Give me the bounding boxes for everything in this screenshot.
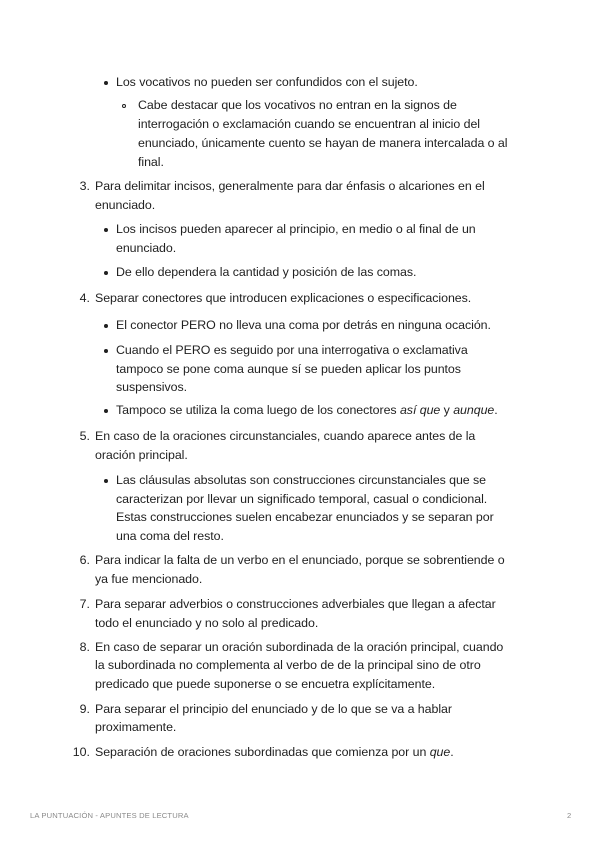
bullet-text: una coma del resto. xyxy=(116,529,224,543)
bullet-marker xyxy=(104,271,108,275)
bullet-marker xyxy=(104,228,108,232)
list-item-text: En caso de la oraciones circunstanciales, cuando aparece antes de la xyxy=(95,429,476,443)
list-item-text: Separar conectores que introducen explicaciones o especificaciones. xyxy=(95,291,472,305)
bullet-text-part: y xyxy=(440,403,454,417)
sub-bullet-text: interrogación o exclamación cuando se encuentran al inicio del xyxy=(138,117,480,131)
list-item-text-part: . xyxy=(450,745,454,759)
list-item-text-part: Separación de oraciones subordinadas que comienza por un xyxy=(95,745,430,759)
bullet-marker xyxy=(104,409,108,413)
sub-bullet-text: Cabe destacar que los vocativos no entran en la signos de xyxy=(138,98,457,112)
bullet-text: tampoco se pone coma aunque sí se pueden aplicar los puntos xyxy=(116,362,461,376)
bullet-text: El conector PERO no lleva una coma por detrás en ninguna ocación. xyxy=(116,318,491,332)
bullet-text: Las cláusulas absolutas son construcciones circunstanciales que se xyxy=(116,473,487,487)
emphasis-text: así que xyxy=(399,403,441,417)
sub-bullet-text: enunciado, únicamente cuento se hayan de manera intercalada o al xyxy=(138,136,508,150)
list-number: 5. xyxy=(79,429,90,443)
list-number: 6. xyxy=(79,553,90,567)
bullet-marker xyxy=(104,324,108,328)
bullet-text: Los incisos pueden aparecer al principio, en medio o al final de un xyxy=(116,222,476,236)
list-number: 10. xyxy=(72,745,90,759)
bullet-text: caracterizan por llevar un significado temporal, casual o condicional. xyxy=(116,492,488,506)
bullet-text: Estas construcciones suelen encabezar enunciados y se separan por xyxy=(116,510,494,524)
list-number: 8. xyxy=(79,640,90,654)
bullet-text-part: . xyxy=(494,403,498,417)
bullet-text: suspensivos. xyxy=(116,380,188,394)
list-item-text: la subordinada no complementa al verbo de de la principal sino de otro xyxy=(95,658,481,672)
list-number: 9. xyxy=(79,702,90,716)
list-item-text: todo el enunciado y no solo al predicado. xyxy=(95,616,319,630)
list-item-text: ya fue mencionado. xyxy=(95,572,203,586)
bullet-text: Cuando el PERO es seguido por una interrogativa o exclamativa xyxy=(116,343,468,357)
bullet-text xyxy=(116,401,498,420)
list-item-text: predicado que puede suponerse o se encuetra explícitamente. xyxy=(95,677,436,691)
emphasis-text: que xyxy=(429,745,451,759)
bullet-text: Los vocativos no pueden ser confundidos con el sujeto. xyxy=(116,75,418,89)
list-item-text: En caso de separar un oración subordinada de la oración principal, cuando xyxy=(95,640,504,654)
list-number: 3. xyxy=(79,179,90,193)
sub-bullet-text: final. xyxy=(138,155,164,169)
bullet-marker xyxy=(104,81,108,85)
list-item-text: Para separar el principio del enunciado y de lo que se va a hablar xyxy=(95,702,452,716)
footer-title: LA PUNTUACIÓN - APUNTES DE LECTURA xyxy=(30,811,189,820)
list-number: 7. xyxy=(79,597,90,611)
emphasis-text: aunque xyxy=(453,403,495,417)
page-number: 2 xyxy=(567,811,572,820)
list-item-text: oración principal. xyxy=(95,448,188,462)
bullet-text: De ello dependera la cantidad y posición de las comas. xyxy=(116,265,417,279)
bullet-marker xyxy=(104,349,108,353)
list-item-text: Para indicar la falta de un verbo en el enunciado, porque se sobrentiende o xyxy=(95,553,505,567)
list-item-text xyxy=(95,743,454,762)
list-item-text: proximamente. xyxy=(95,720,177,734)
sub-bullet-marker xyxy=(122,104,126,108)
list-item-text: Para delimitar incisos, generalmente para dar énfasis o alcariones en el xyxy=(95,179,485,193)
list-number: 4. xyxy=(79,291,90,305)
bullet-marker xyxy=(104,479,108,483)
list-item-text: enunciado. xyxy=(95,198,156,212)
list-item-text: Para separar adverbios o construcciones adverbiales que llegan a afectar xyxy=(95,597,496,611)
bullet-text: enunciado. xyxy=(116,241,177,255)
bullet-text-part: Tampoco se utiliza la coma luego de los conectores xyxy=(116,403,400,417)
